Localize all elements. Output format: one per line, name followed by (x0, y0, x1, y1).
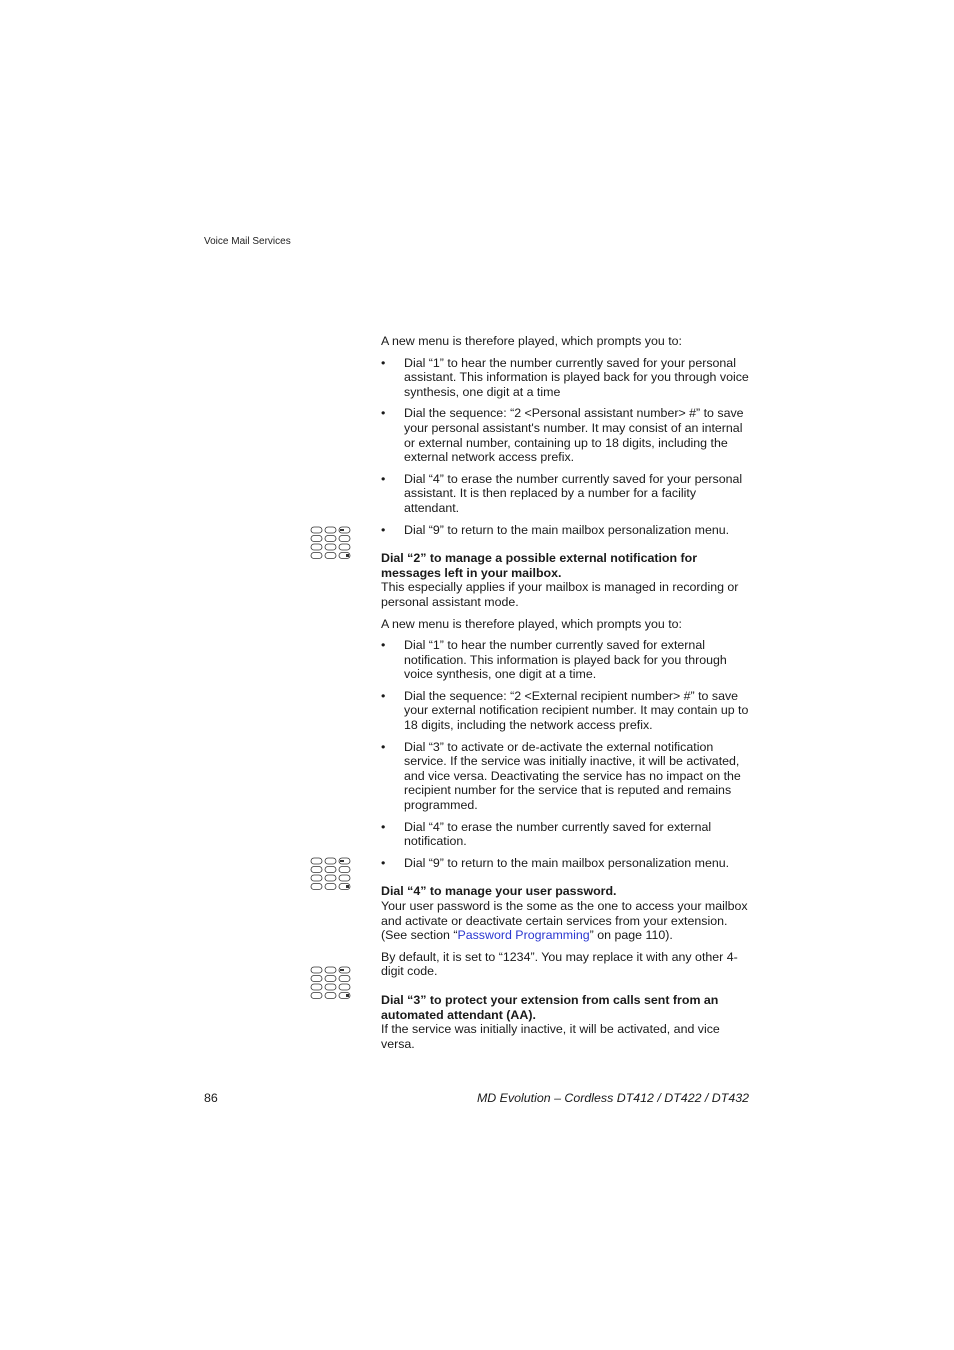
section-heading: Dial “2” to manage a possible external notification for messages left in your mailbox. (381, 551, 698, 580)
paragraph-text: ” on page 110). (589, 928, 673, 943)
menu-intro: A new menu is therefore played, which prompts you to: (381, 334, 682, 348)
list-item: • Dial the sequence: “2 <Personal assistant number> #” to save your personal assistant's number. It may consist of an internal or external number, containing up to 18 digits, including the external network access prefix. (381, 406, 753, 464)
list-item: • Dial “1” to hear the number currently saved for your personal assistant. This information is played back for you through voice synthesis, one digit at a time (381, 356, 753, 400)
list-item: • Dial “4” to erase the number currently saved for your personal assistant. It is then replaced by a number for a facility attendant. (381, 472, 753, 516)
section-heading: Dial “4” to manage your user password. (381, 884, 617, 899)
list-item: • Dial “9” to return to the main mailbox personalization menu. (381, 523, 753, 538)
paragraph: By default, it is set to “1234”. You may replace it with any other 4-digit code. (381, 949, 738, 979)
paragraph (381, 899, 753, 943)
running-header: Voice Mail Services (204, 236, 291, 247)
paragraph-text: Your user password is the some as the one to access your mailbox and activate or deactivate certain services from your extension. (See section “ (381, 899, 748, 943)
bullet-list (381, 638, 753, 870)
keypad-icon (310, 857, 352, 891)
list-item: • Dial “9” to return to the main mailbox personalization menu. (381, 856, 753, 871)
body-content (381, 334, 753, 1051)
list-item: • Dial “1” to hear the number currently saved for external notification. This information is played back for you through voice synthesis, one digit at a time. (381, 638, 753, 682)
list-item: • Dial the sequence: “2 <External recipient number> #” to save your external notification recipient number. It may contain up to 18 digits, including the network access prefix. (381, 689, 753, 733)
document-title: MD Evolution – Cordless DT412 / DT422 / DT432 (476, 1091, 749, 1105)
list-item: • Dial “4” to erase the number currently saved for external notification. (381, 820, 753, 849)
bullet-list (381, 356, 753, 538)
keypad-icon (310, 526, 352, 560)
password-programming-link[interactable]: Password Programming (457, 928, 590, 943)
page-number: 86 (204, 1091, 218, 1105)
paragraph: If the service was initially inactive, it will be activated, and vice versa. (381, 1022, 720, 1051)
list-item: • Dial “3” to activate or de-activate the external notification service. If the service was initially inactive, it will be activated, and vice versa. Deactivating the service has no impact on the recipient number for the service that is reputed and remains programmed. (381, 740, 753, 813)
keypad-icon (310, 966, 352, 1000)
paragraph: This especially applies if your mailbox is managed in recording or personal assistant mode. (381, 580, 739, 609)
menu-intro: A new menu is therefore played, which prompts you to: (381, 616, 682, 631)
section-heading: Dial “3” to protect your extension from calls sent from an automated attendant (AA). (381, 992, 719, 1022)
